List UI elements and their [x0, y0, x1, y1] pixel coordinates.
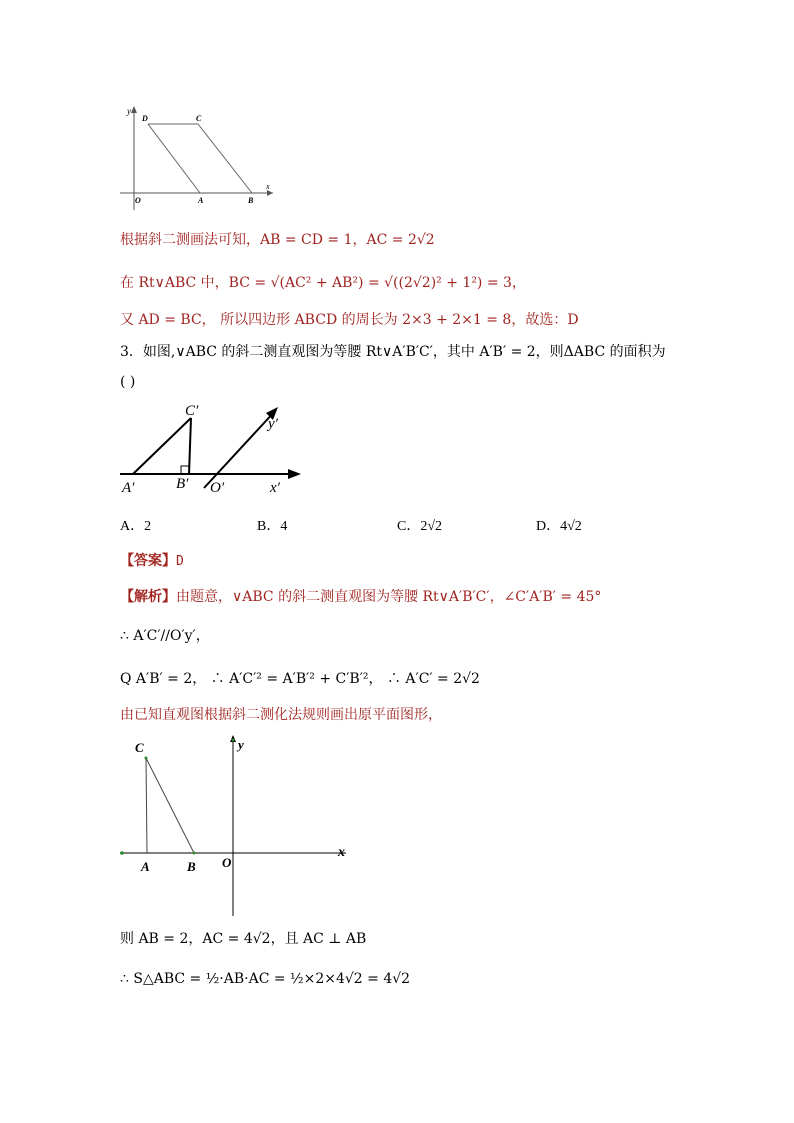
analysis-text-6: ∴ S△ABC = ½·AB·AC = ½×2×4√2 = 4√2: [120, 971, 411, 987]
question-3-text: 3．如图,∨ABC 的斜二测直观图为等腰 Rt∨A′B′C′，其中 A′B′ = 2，则ΔABC 的面积为: [120, 344, 666, 360]
analysis-text-2: ∴ A′C′//O′y′，: [120, 628, 210, 644]
fig2-label-x: x′: [270, 480, 280, 496]
fig1-label-D: D: [142, 114, 148, 123]
fig2-label-y: y′: [268, 416, 278, 432]
fig3-label-y: y: [238, 737, 244, 752]
analysis-line-5: [120, 929, 366, 949]
solution-line-2: [120, 273, 526, 293]
option-a[interactable]: A．2: [120, 519, 152, 534]
figure-oblique-triangle: [118, 400, 308, 500]
fig3-label-A: A: [141, 859, 150, 874]
analysis-text-3: Q A′B′ = 2， ∴ A′C′² = A′B′² + C′B′²， ∴ A′C′ = 2√2: [120, 671, 480, 687]
question-3-paren: ( ): [120, 374, 136, 390]
solution-line-1: [120, 230, 435, 250]
fig2-label-B: B′: [176, 476, 189, 492]
analysis-line-1: [120, 587, 601, 607]
figure-parallelogram: [118, 100, 278, 210]
option-b[interactable]: B．4: [257, 519, 288, 534]
option-c[interactable]: C．2√2: [397, 519, 443, 534]
fig1-label-C: C: [196, 114, 202, 123]
answer-value: D: [176, 554, 184, 569]
fig3-label-C: C: [135, 740, 144, 755]
analysis-line-4: [120, 705, 442, 725]
analysis-text-1: 由题意，∨ABC 的斜二测直观图为等腰 Rt∨A′B′C′，∠C′A′B′ = 45°: [176, 589, 602, 605]
answer-heading: 【答案】: [120, 553, 176, 569]
fig1-label-x: x: [266, 182, 270, 191]
analysis-line-6: [120, 969, 410, 989]
question-3-blank: [120, 372, 135, 392]
solution-text-3: 又 AD = BC， 所以四边形 ABCD 的周长为 2×3 + 2×1 = 8，故选：D: [120, 312, 579, 328]
option-d[interactable]: D．4√2: [536, 519, 582, 534]
figure-original-triangle: [118, 732, 358, 918]
fig1-label-B: B: [248, 196, 254, 205]
analysis-text-5: 则 AB = 2，AC = 4√2，且 AC ⊥ AB: [120, 931, 367, 947]
fig1-label-A: A: [198, 196, 204, 205]
fig3-label-O: O: [222, 855, 232, 870]
fig2-label-O: O′: [210, 480, 225, 496]
fig3-label-B: B: [187, 859, 196, 874]
fig3-label-x: x: [338, 845, 345, 860]
analysis-text-4: 由已知直观图根据斜二测化法规则画出原平面图形，: [120, 707, 442, 723]
fig1-label-y: y: [127, 106, 131, 116]
solution-text-1: 根据斜二测画法可知，AB = CD = 1，AC = 2√2: [120, 232, 435, 248]
fig2-label-A: A′: [122, 480, 135, 496]
solution-line-3: [120, 310, 579, 330]
analysis-line-2: [120, 626, 210, 646]
fig2-label-C: C′: [185, 403, 199, 419]
answer-line: [120, 551, 184, 572]
question-3-stem: [120, 342, 666, 362]
analysis-heading: 【解析】: [120, 589, 176, 605]
fig1-label-O: O: [135, 196, 141, 205]
solution-text-2: 在 Rt∨ABC 中，BC = √(AC² + AB²) = √((2√2)² + 1²) = 3，: [120, 275, 526, 291]
analysis-line-3: [120, 669, 480, 689]
